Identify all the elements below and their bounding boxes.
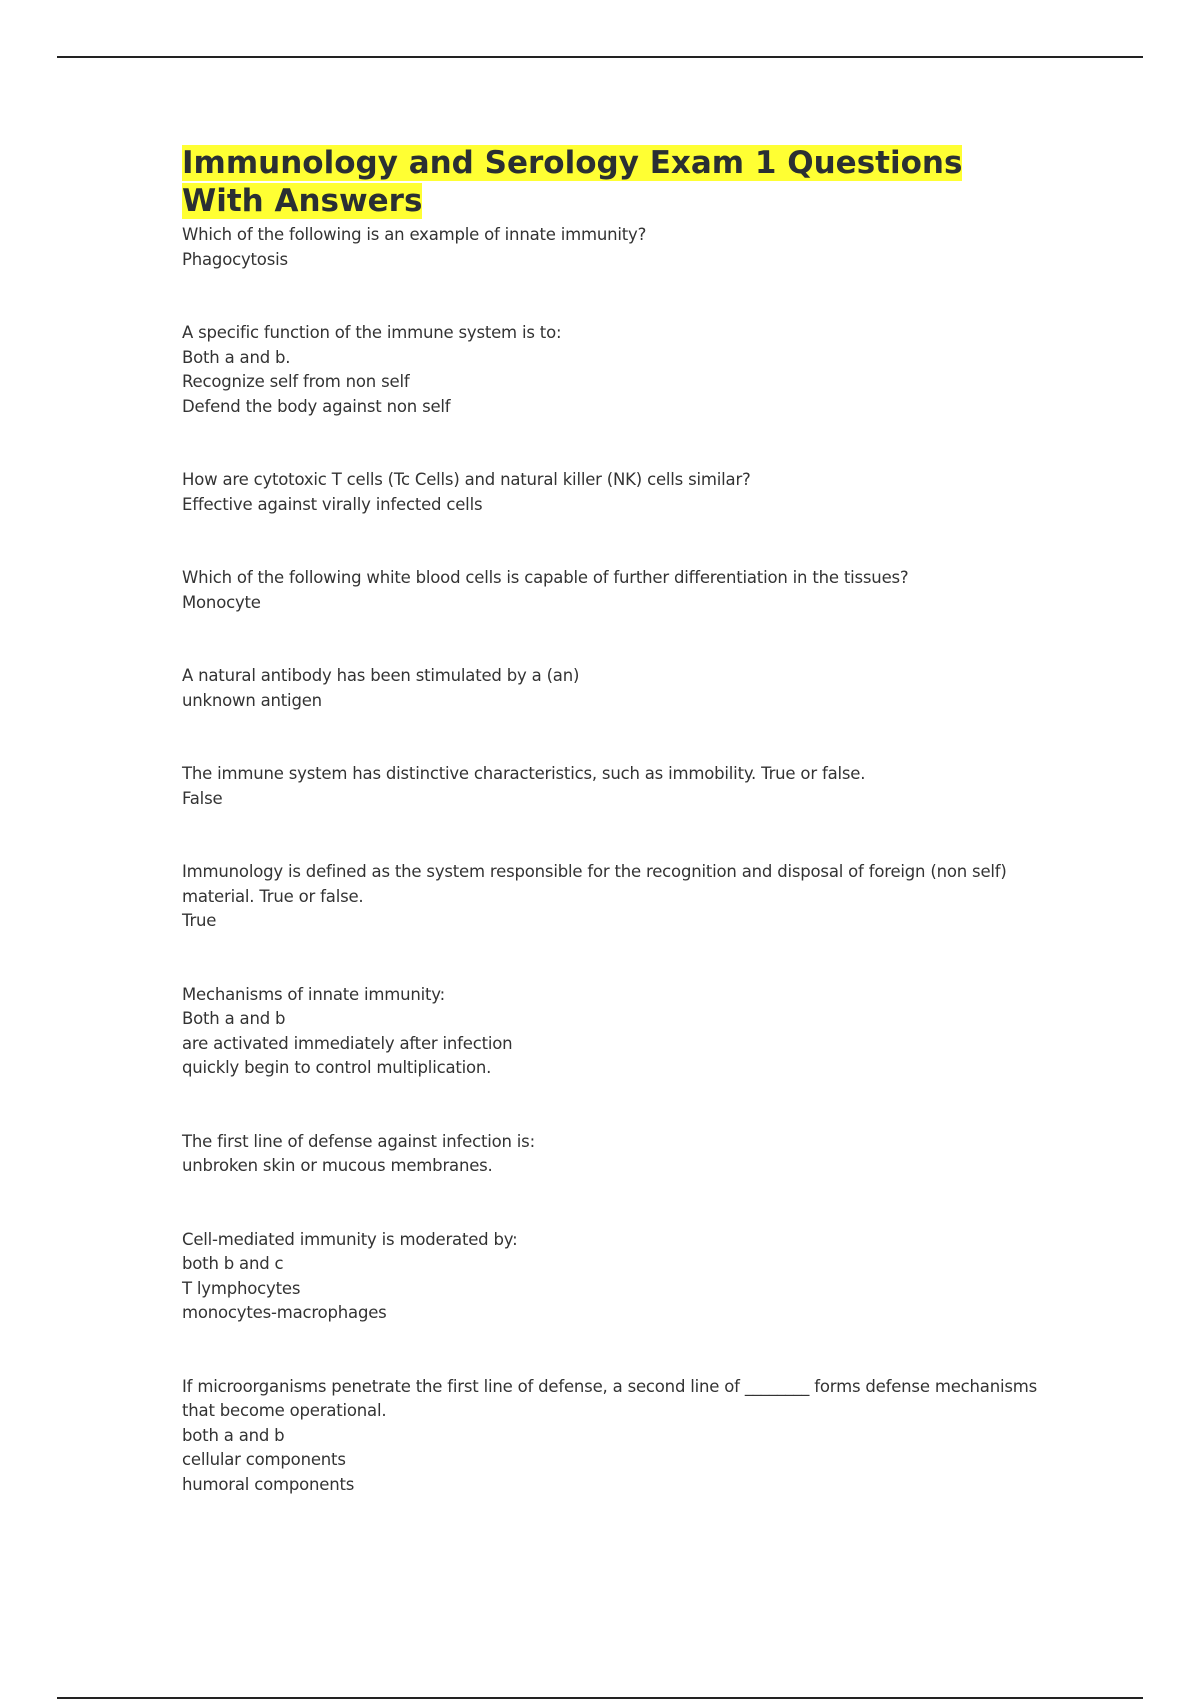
answer-text: cellular components <box>182 1450 346 1469</box>
qa-item <box>182 566 1042 615</box>
question-text: A natural antibody has been stimulated by a (an) <box>182 666 580 685</box>
answer-text: Both a and b <box>182 1009 286 1028</box>
answer-text: Recognize self from non self <box>182 372 410 391</box>
answer-text: Both a and b. <box>182 347 291 367</box>
qa-item <box>182 664 1042 713</box>
question-text: A specific function of the immune system is to: <box>182 323 562 342</box>
answer-text: Monocyte <box>182 592 261 612</box>
qa-item <box>182 762 1042 811</box>
qa-item <box>182 321 1042 419</box>
question-text: The immune system has distinctive characteristics, such as immobility. True or false. <box>182 764 866 783</box>
qa-list <box>182 223 1042 1497</box>
document-title <box>182 144 1042 220</box>
qa-item <box>182 223 1042 272</box>
qa-item <box>182 468 1042 517</box>
answer-text: humoral components <box>182 1474 355 1494</box>
question-text: How are cytotoxic T cells (Tc Cells) and natural killer (NK) cells similar? <box>182 470 751 489</box>
bottom-rule <box>57 1697 1143 1699</box>
question-text: Which of the following white blood cells is capable of further differentiation in the tissues? <box>182 568 909 587</box>
qa-item <box>182 860 1042 934</box>
answer-text: Phagocytosis <box>182 249 288 269</box>
answer-text: both a and b <box>182 1425 285 1445</box>
qa-item <box>182 983 1042 1081</box>
question-text: Which of the following is an example of innate immunity? <box>182 225 647 244</box>
question-text: Cell-mediated immunity is moderated by: <box>182 1229 518 1249</box>
qa-item <box>182 1228 1042 1326</box>
document-body <box>182 144 1042 1497</box>
answer-text: quickly begin to control multiplication. <box>182 1058 492 1077</box>
answer-text: Defend the body against non self <box>182 396 451 416</box>
answer-text: both b and c <box>182 1254 284 1273</box>
answer-text: T lymphocytes <box>182 1278 301 1298</box>
answer-text: unknown antigen <box>182 690 322 710</box>
title-highlight: Immunology and Serology Exam 1 Questions With Answers <box>182 145 963 219</box>
answer-text: False <box>182 788 223 808</box>
question-text: Immunology is defined as the system responsible for the recognition and disposal of foreign (non self) material. True or false. <box>182 862 1007 906</box>
qa-item <box>182 1375 1042 1498</box>
question-text: The first line of defense against infection is: <box>182 1131 535 1151</box>
top-rule <box>57 56 1143 58</box>
answer-text: True <box>182 911 217 930</box>
answer-text: are activated immediately after infection <box>182 1033 513 1053</box>
answer-text: Effective against virally infected cells <box>182 494 483 514</box>
answer-text: monocytes-macrophages <box>182 1303 387 1322</box>
qa-item <box>182 1130 1042 1179</box>
answer-text: unbroken skin or mucous membranes. <box>182 1156 493 1175</box>
question-text: If microorganisms penetrate the first line of defense, a second line of ________ forms defense mechanisms that become operational. <box>182 1376 1037 1420</box>
question-text: Mechanisms of innate immunity: <box>182 984 446 1004</box>
